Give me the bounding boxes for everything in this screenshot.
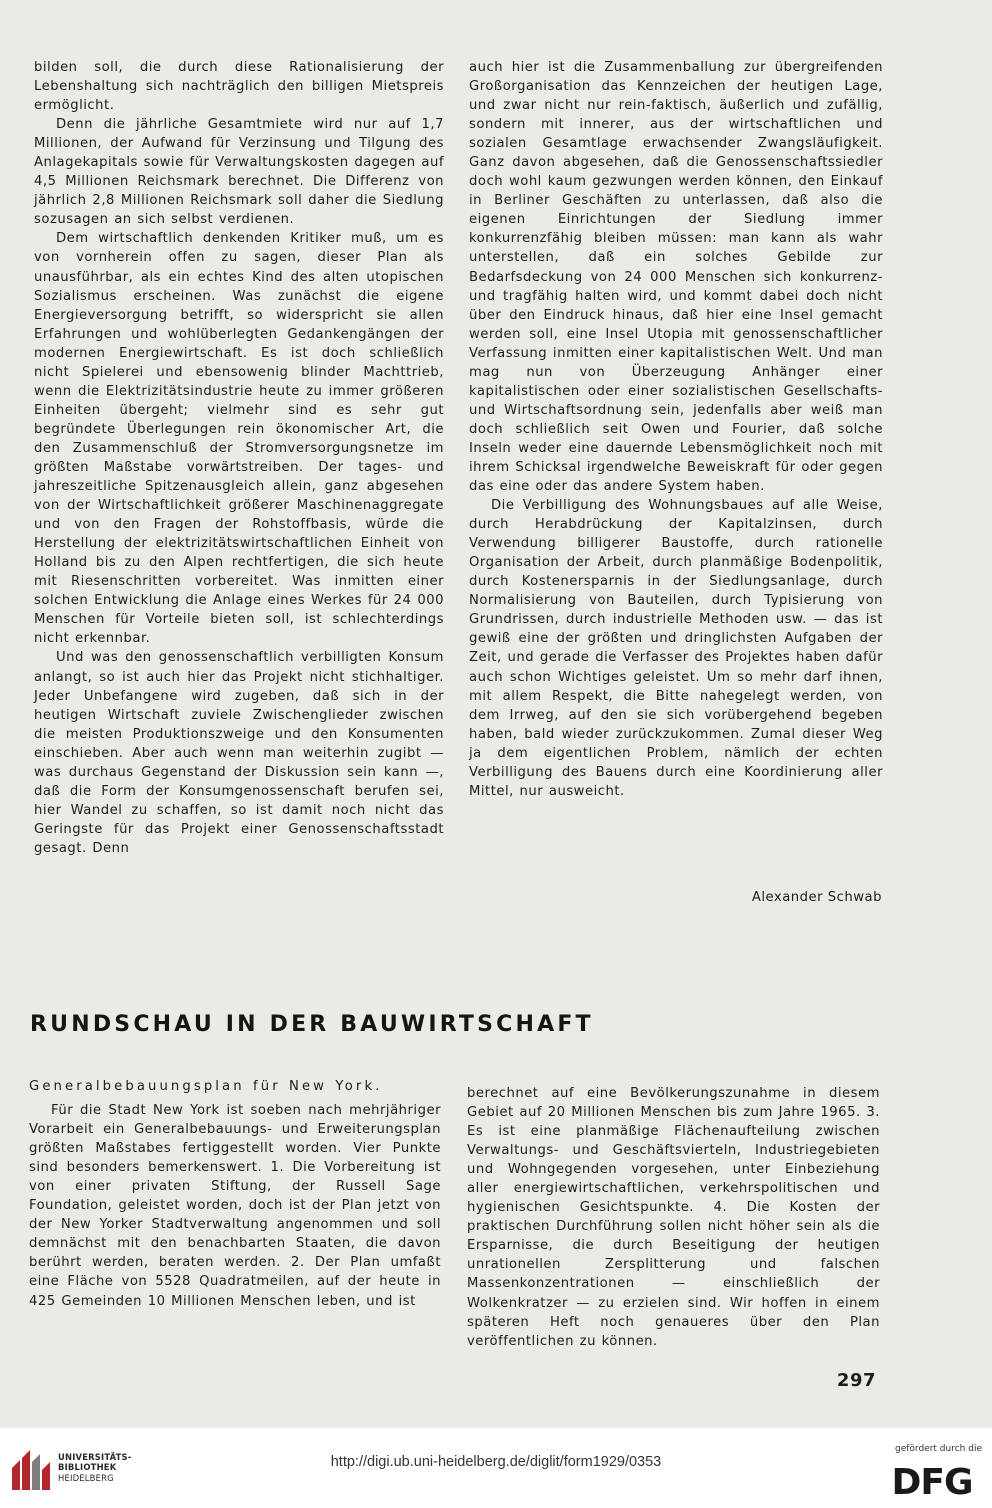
section-paragraph: Für die Stadt New York ist soeben nach mehrjähriger Vorarbeit ein Generalbebauungs- und Erweiterungsplan größten Maßstabes fertiggestellt worden. Vier Punkte sind besonders bemerkenswert. 1. Die Vorbereitung ist von einer privaten Stiftung, der Russell Sage Foundation, geleistet worden, doch ist der Plan jetzt von der New Yorker Stadtverwaltung angenommen und soll demnächst mit den benachbarten Staaten, die davon berührt werden, beraten werden. 2. Der Plan umfaßt eine Fläche von 5528 Quadratmeilen, auf der heute in 425 Gemeinden 10 Millionen Menschen leben, und ist <box>29 1103 441 1309</box>
article-left-column <box>34 58 444 858</box>
library-logo[interactable] <box>8 1446 158 1494</box>
article-paragraph: bilden soll, die durch diese Rationalisierung der Lebenshaltung sich nachträglich den billigen Mietspreis ermöglicht. <box>34 60 444 114</box>
source-url-link[interactable]: http://digi.ub.uni-heidelberg.de/diglit/form1929/0353 <box>330 1454 662 1470</box>
dfg-logo[interactable] <box>884 1461 980 1499</box>
library-name-line: HEIDELBERG <box>58 1472 114 1483</box>
section-left-column <box>29 1077 441 1311</box>
library-name-line: UNIVERSITÄTS- <box>58 1452 132 1462</box>
section-paragraph: berechnet auf eine Bevölkerungszunahme in diesem Gebiet auf 20 Millionen Menschen bis zum Jahre 1965. 3. Es ist eine planmäßige Flächenaufteilung zwischen Verwaltungs- und Geschäftsvierteln, Industriegebieten und Wohngegenden vorgesehen, unter Einbeziehung aller energiewirtschaftlichen, verkehrspolitischen und hygienischen Gesichtspunkte. 4. Die Kosten der praktischen Durchführung sollen nicht höher sein als die Ersparnisse, die durch Beseitigung der heutigen unrationellen Zersplitterung und falschen Massenkonzentrationen — einschließlich der Wolkenkratzer — zu erzielen sind. Wir hoffen in einem späteren Heft noch genaueres über den Plan veröffentlichen zu können. <box>467 1086 880 1349</box>
section-right-column <box>467 1084 880 1351</box>
library-seal-icon <box>8 1446 52 1492</box>
article-right-column <box>469 58 883 801</box>
section-subheading: Generalbebauungsplan für New York. <box>29 1079 383 1094</box>
article-paragraph: Dem wirtschaftlich denkenden Kritiker muß, um es von vornherein offen zu sagen, dieser Plan als unausführbar, als ein echtes Kind des alten utopischen Sozialismus erscheinen. Was zunächst die eigene Energieversorgung betrifft, so widerspricht sie allen Erfahrungen und wohlüberlegten Gedankengängen der modernen Energiewirtschaft. Es ist doch schließlich nicht Spielerei und ebensowenig blinder Machttrieb, wenn die Elektrizitätsindustrie heute zu immer größeren Einheiten übergeht; vielmehr sind es sehr gut begründete Überlegungen rein ökonomischer Art, die den Zusammenschluß der Stromversorgungsnetze im größten Maßstabe vorwärtstreiben. Der tages- und jahreszeitliche Spitzenausgleich allein, ganz abgesehen von der Wirtschaftlichkeit größerer Maschinenaggregate und von den Fragen der Rohstoffbasis, würde die Herstellung der elektrizitätswirtschaftlichen Einheit von Holland bis zu den Alpen rechtfertigen, die sich heute mit Riesenschritten vorbereitet. Was inmitten einer solchen Entwicklung die Anlage eines Werkes für 24 000 Menschen für Vorteile bieten soll, ist schlechterdings nicht erkennbar. <box>34 231 444 647</box>
dfg-logo-text: DFG <box>891 1462 973 1499</box>
article-paragraph: Und was den genossenschaftlich verbilligten Konsum anlangt, so ist auch hier das Projekt nicht stichhaltiger. Jeder Unbefangene wird zugeben, daß sich in der heutigen Wirtschaft zuviele Zwischenglieder zwischen die meisten Produktionszweige und den Konsumenten einschieben. Aber auch wenn man weiterhin zugibt — was durchaus Gegenstand der Diskussion sein kann —, daß die Form der Konsumgenossenschaft berufen sei, hier Wandel zu schaffen, so ist damit noch nicht das Geringste für das Projekt einer Genossenschaftsstadt gesagt. Denn <box>34 650 444 856</box>
library-name <box>58 1452 131 1483</box>
section-headline: RUNDSCHAU IN DER BAUWIRTSCHAFT <box>30 1012 594 1037</box>
article-paragraph: auch hier ist die Zusammenballung zur übergreifenden Großorganisation das Kennzeichen der heutigen Lage, und zwar nicht nur rein-faktisch, äußerlich und zufällig, sondern mit innerer, aus der wirtschaftlichen und sozialen Gesamtlage erwachsender Zwangsläufigkeit. Ganz davon abgesehen, daß die Genossenschaftssiedler doch wohl kaum gezwungen werden können, den Einkauf in Berliner Geschäften zu unterlassen, daß also die eigenen Einrichtungen der Siedlung immer konkurrenzfähig bleiben müssen: man kann als wahr unterstellen, daß ein solches Gebilde zur Bedarfsdeckung von 24 000 Menschen sich konkurrenz- und tragfähig halten wird, und kommt dabei doch nicht über den Eindruck hinaus, daß hier eine Insel gemacht werden soll, eine Insel Utopia mit genossenschaftlicher Verfassung inmitten einer kapitalistischen Welt. Und man mag nun von Überzeugung Anhänger einer kapitalistischen oder einer sozialistischen Gesellschafts- und Wirtschaftsordnung sein, jedenfalls aber weiß man doch schließlich seit Owen und Fourier, daß solche Inseln weder eine dauernde Lebensmöglichkeit noch mit ihrem Schicksal irgendwelche Beweiskraft für oder gegen das eine oder das andere System haben. <box>469 60 883 495</box>
digitization-footer <box>0 1428 992 1508</box>
page-number: 297 <box>836 1370 876 1391</box>
library-name-line: BIBLIOTHEK <box>58 1462 117 1473</box>
author-signature: Alexander Schwab <box>751 890 882 905</box>
funding-note: gefördert durch die <box>895 1444 982 1454</box>
article-paragraph: Die Verbilligung des Wohnungsbaues auf alle Weise, durch Herabdrückung der Kapitalzinsen, durch Verwendung billigerer Baustoffe, durch rationelle Organisation der Arbeit, durch planmäßige Bodenpolitik, durch Kostenersparnis in der Siedlungsanlage, durch Normalisierung von Bauteilen, durch Typisierung von Grundrissen, durch industrielle Methoden usw. — das ist gewiß eine der größten und dringlichsten Aufgaben der Zeit, und gerade die Verfasser des Projektes haben dafür auch schon Wichtiges geleistet. Um so mehr darf ihnen, mit allem Respekt, die Bitte nahegelegt werden, von dem Irrweg, auf den sie sich vorübergehend begeben haben, bald wieder zurückzukommen. Zumal dieser Weg ja dem eigentlichen Problem, nämlich der echten Verbilligung des Bauens durch eine Koordinierung aller Mittel, nur ausweicht. <box>469 498 883 799</box>
article-paragraph: Denn die jährliche Gesamtmiete wird nur auf 1,7 Millionen, der Aufwand für Verzinsung und Tilgung des Anlagekapitals sowie für Verwaltungskosten dagegen auf 4,5 Millionen Reichsmark berechnet. Die Differenz von jährlich 2,8 Millionen Reichsmark soll daher die Siedlung sozusagen an sich selbst verdienen. <box>34 117 444 228</box>
